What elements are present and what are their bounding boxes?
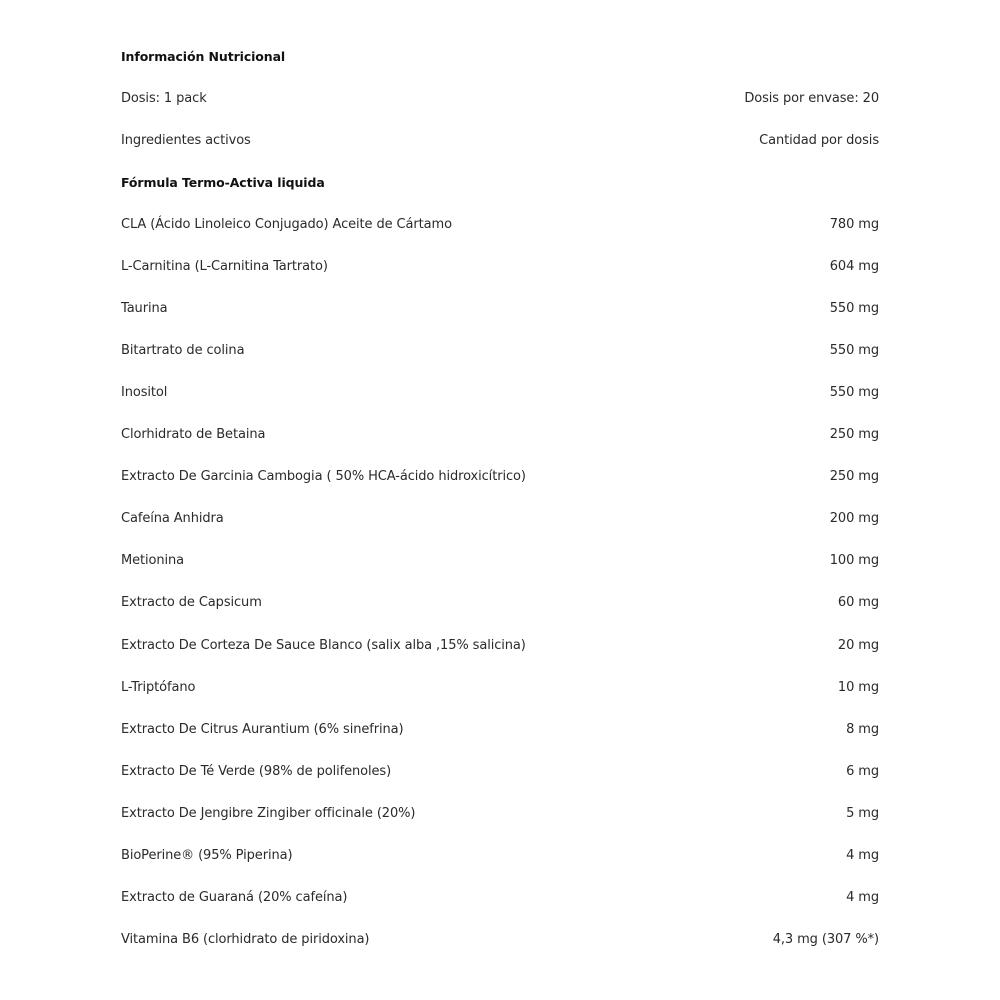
ingredients-column-header: Ingredientes activos	[121, 132, 251, 148]
ingredient-row	[121, 382, 879, 402]
ingredient-name: Extracto De Jengibre Zingiber officinale (20%)	[121, 805, 416, 821]
ingredient-amount: 604 mg	[829, 258, 879, 274]
ingredient-amount: 4 mg	[846, 848, 879, 863]
ingredient-amount: 8 mg	[846, 721, 879, 737]
page-title: Información Nutricional	[121, 48, 286, 64]
ingredient-row	[121, 214, 879, 234]
ingredient-row	[121, 677, 879, 697]
ingredient-amount: 20 mg	[837, 637, 879, 653]
ingredient-amount: 6 mg	[846, 763, 879, 779]
servings-per-container: Dosis por envase: 20	[744, 90, 879, 106]
ingredient-amount: 4 mg	[846, 890, 879, 906]
ingredient-name: Metionina	[121, 553, 185, 569]
column-header-row	[121, 130, 879, 150]
ingredient-row	[121, 846, 879, 866]
ingredient-row	[121, 930, 879, 950]
ingredient-name: Clorhidrato de Betaina	[121, 427, 266, 442]
ingredient-row	[121, 719, 879, 739]
ingredient-name: Extracto De Corteza De Sauce Blanco (salix alba ,15% salicina)	[121, 637, 526, 653]
ingredient-amount: 250 mg	[829, 469, 879, 485]
ingredient-row	[121, 888, 879, 908]
ingredient-row	[121, 256, 879, 276]
ingredient-name: Extracto de Guaraná (20% cafeína)	[121, 890, 348, 906]
amount-column-header: Cantidad por dosis	[759, 132, 879, 148]
ingredient-amount: 250 mg	[829, 427, 879, 442]
ingredient-row	[121, 803, 879, 823]
ingredient-amount: 100 mg	[829, 553, 879, 569]
ingredient-name: Extracto De Garcinia Cambogia ( 50% HCA-ácido hidroxicítrico)	[121, 469, 526, 485]
ingredient-amount: 10 mg	[837, 679, 879, 695]
dose-label: Dosis: 1 pack	[121, 90, 207, 106]
ingredient-row	[121, 340, 879, 360]
ingredient-row	[121, 551, 879, 571]
ingredient-amount: 550 mg	[829, 342, 879, 358]
ingredient-row	[121, 467, 879, 487]
ingredient-amount: 550 mg	[829, 300, 879, 316]
ingredient-amount: 200 mg	[829, 511, 879, 527]
section-title: Fórmula Termo-Activa liquida	[121, 174, 325, 190]
ingredient-name: L-Carnitina (L-Carnitina Tartrato)	[121, 258, 328, 274]
ingredient-name: Vitamina B6 (clorhidrato de piridoxina)	[121, 932, 370, 948]
dose-row	[121, 88, 879, 108]
ingredient-name: Bitartrato de colina	[121, 342, 245, 358]
ingredient-name: CLA (Ácido Linoleico Conjugado) Aceite de Cártamo	[121, 216, 452, 232]
ingredient-name: BioPerine® (95% Piperina)	[121, 848, 293, 863]
section-title-row	[121, 172, 879, 192]
ingredient-row	[121, 635, 879, 655]
ingredient-row	[121, 509, 879, 529]
ingredient-row	[121, 425, 879, 445]
ingredient-row	[121, 593, 879, 613]
ingredient-amount: 5 mg	[846, 805, 879, 821]
title-row	[121, 46, 879, 66]
ingredient-name: L-Triptófano	[121, 679, 196, 695]
ingredient-name: Extracto De Citrus Aurantium (6% sinefrina)	[121, 721, 404, 737]
ingredient-amount: 4,3 mg (307 %*)	[772, 932, 879, 948]
ingredient-row	[121, 298, 879, 318]
ingredient-name: Taurina	[121, 300, 168, 316]
ingredient-name: Extracto De Té Verde (98% de polifenoles)	[121, 763, 392, 779]
ingredient-name: Inositol	[121, 384, 168, 400]
ingredient-amount: 550 mg	[829, 384, 879, 400]
ingredient-amount: 60 mg	[837, 595, 879, 611]
ingredient-row	[121, 761, 879, 781]
ingredient-amount: 780 mg	[829, 216, 879, 232]
ingredient-name: Extracto de Capsicum	[121, 595, 262, 611]
ingredient-name: Cafeína Anhidra	[121, 511, 224, 527]
